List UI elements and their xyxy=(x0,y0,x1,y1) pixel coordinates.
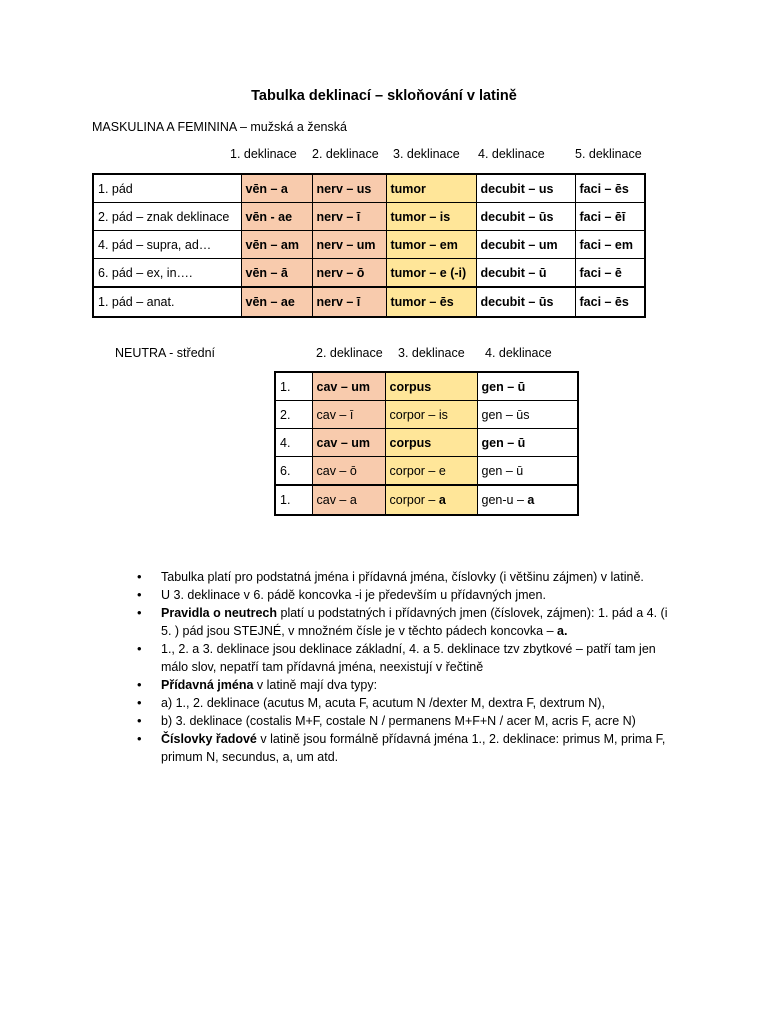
table-row xyxy=(275,401,578,429)
note-text: v latině mají dva typy: xyxy=(253,678,378,692)
decl4-cell: gen – ū xyxy=(477,372,578,401)
note-text: platí u podstatných i přídavných jmen (číslovek, zájmen): 1. pád a 4. (i 5. ) pád jsou STEJNÉ, v množném čísle je v těchto pádech koncovka – xyxy=(161,606,668,638)
decl4-cell: gen – ū xyxy=(477,429,578,457)
decl3-cell: tumor – e (-i) xyxy=(386,259,476,288)
note-bold-text: Číslovky řadové xyxy=(161,732,257,746)
decl2-cell: nerv – ō xyxy=(312,259,386,288)
table-row xyxy=(93,174,645,203)
case-label: 6. pád – ex, in…. xyxy=(93,259,241,288)
case-label: 1. xyxy=(275,485,312,515)
case-label: 4. xyxy=(275,429,312,457)
decl4-cell: decubit – ūs xyxy=(476,287,575,317)
note-text: b) 3. deklinace (costalis M+F, costale N / permanens M+F+N / acer M, acris F, acre N) xyxy=(161,714,636,728)
list-item xyxy=(137,694,677,712)
case-label: 2. pád – znak deklinace xyxy=(93,203,241,231)
decl3-cell: tumor xyxy=(386,174,476,203)
decl5-cell: faci – ēī xyxy=(575,203,645,231)
decl2-cell: nerv – us xyxy=(312,174,386,203)
list-item xyxy=(137,676,677,694)
decl4-cell: gen – ūs xyxy=(477,401,578,429)
decl3-cell: tumor – is xyxy=(386,203,476,231)
table-row xyxy=(275,457,578,486)
decl2-cell: cav – ī xyxy=(312,401,385,429)
stem-text: gen-u – xyxy=(481,493,528,507)
decl5-cell: faci – ē xyxy=(575,259,645,288)
section1-header-2: 2. deklinace xyxy=(312,147,379,161)
table-row xyxy=(93,203,645,231)
decl1-cell: vēn - ae xyxy=(241,203,312,231)
decl3-cell: tumor – ēs xyxy=(386,287,476,317)
decl3-cell: corpor – is xyxy=(385,401,477,429)
masculine-feminine-table xyxy=(92,173,646,318)
decl4-cell xyxy=(477,485,578,515)
section2-subtitle: NEUTRA - střední xyxy=(115,346,216,360)
table-row xyxy=(93,231,645,259)
decl2-cell: cav – um xyxy=(312,372,385,401)
section1-header-5: 5. deklinace xyxy=(575,147,642,161)
list-item xyxy=(137,586,677,604)
decl4-cell: decubit – ūs xyxy=(476,203,575,231)
decl3-cell xyxy=(385,485,477,515)
list-item xyxy=(137,730,677,766)
table-row xyxy=(275,372,578,401)
list-item xyxy=(137,604,677,640)
decl2-cell: nerv – ī xyxy=(312,287,386,317)
decl5-cell: faci – ēs xyxy=(575,287,645,317)
ending-text: a xyxy=(438,493,446,507)
note-text: U 3. deklinace v 6. pádě koncovka -i je především u přídavných jmen. xyxy=(161,588,546,602)
table-row xyxy=(93,259,645,288)
case-label: 1. pád – anat. xyxy=(93,287,241,317)
list-item xyxy=(137,712,677,730)
stem-text: cav – a xyxy=(316,493,357,507)
section1-subtitle: MASKULINA A FEMININA – mužská a ženská xyxy=(92,120,347,134)
case-label: 4. pád – supra, ad… xyxy=(93,231,241,259)
decl3-cell: corpus xyxy=(385,429,477,457)
section2-header-2: 3. deklinace xyxy=(398,346,465,360)
section1-header-4: 4. deklinace xyxy=(478,147,545,161)
note-bold-text: a. xyxy=(557,624,568,638)
decl1-cell: vēn – ā xyxy=(241,259,312,288)
section1-header-1: 1. deklinace xyxy=(230,147,297,161)
decl4-cell: gen – ū xyxy=(477,457,578,486)
decl1-cell: vēn – a xyxy=(241,174,312,203)
decl2-cell: cav – ō xyxy=(312,457,385,486)
table-row xyxy=(93,287,645,317)
case-label: 2. xyxy=(275,401,312,429)
note-text: 1., 2. a 3. deklinace jsou deklinace základní, 4. a 5. deklinace tzv zbytkové – patří tam jen málo slov, nepatří tam přídavná jména, neexistují v řečtině xyxy=(161,642,656,674)
note-text: a) 1., 2. deklinace (acutus M, acuta F, acutum N /dexter M, dextra F, dextrum N), xyxy=(161,696,605,710)
section2-header-1: 2. deklinace xyxy=(316,346,383,360)
table-row xyxy=(275,485,578,515)
section1-header-3: 3. deklinace xyxy=(393,147,460,161)
note-bold-text: Přídavná jména xyxy=(161,678,254,692)
decl4-cell: decubit – us xyxy=(476,174,575,203)
decl4-cell: decubit – um xyxy=(476,231,575,259)
decl2-cell: nerv – um xyxy=(312,231,386,259)
list-item xyxy=(137,568,677,586)
case-label: 1. pád xyxy=(93,174,241,203)
note-text: Tabulka platí pro podstatná jména i přídavná jména, číslovky (i většinu zájmen) v latině. xyxy=(161,570,644,584)
decl3-cell: tumor – em xyxy=(386,231,476,259)
list-item xyxy=(137,640,677,676)
note-bold-text: Pravidla o neutrech xyxy=(161,606,278,620)
stem-text: corpor – xyxy=(389,493,439,507)
decl3-cell: corpor – e xyxy=(385,457,477,486)
decl4-cell: decubit – ū xyxy=(476,259,575,288)
note-text: v latině jsou formálně přídavná jména 1., 2. deklinace: primus M, prima F, primum N, secundus, a, um atd. xyxy=(161,732,666,764)
case-label: 6. xyxy=(275,457,312,486)
table-row xyxy=(275,429,578,457)
decl5-cell: faci – ēs xyxy=(575,174,645,203)
decl3-cell: corpus xyxy=(385,372,477,401)
case-label: 1. xyxy=(275,372,312,401)
decl5-cell: faci – em xyxy=(575,231,645,259)
decl1-cell: vēn – am xyxy=(241,231,312,259)
decl2-cell: cav – um xyxy=(312,429,385,457)
decl1-cell: vēn – ae xyxy=(241,287,312,317)
section2-header-3: 4. deklinace xyxy=(485,346,552,360)
ending-text: a xyxy=(527,493,535,507)
decl2-cell xyxy=(312,485,385,515)
decl2-cell: nerv – ī xyxy=(312,203,386,231)
neutra-table xyxy=(274,371,579,516)
notes-list xyxy=(137,568,677,766)
document-title: Tabulka deklinací – skloňování v latině xyxy=(251,88,517,104)
